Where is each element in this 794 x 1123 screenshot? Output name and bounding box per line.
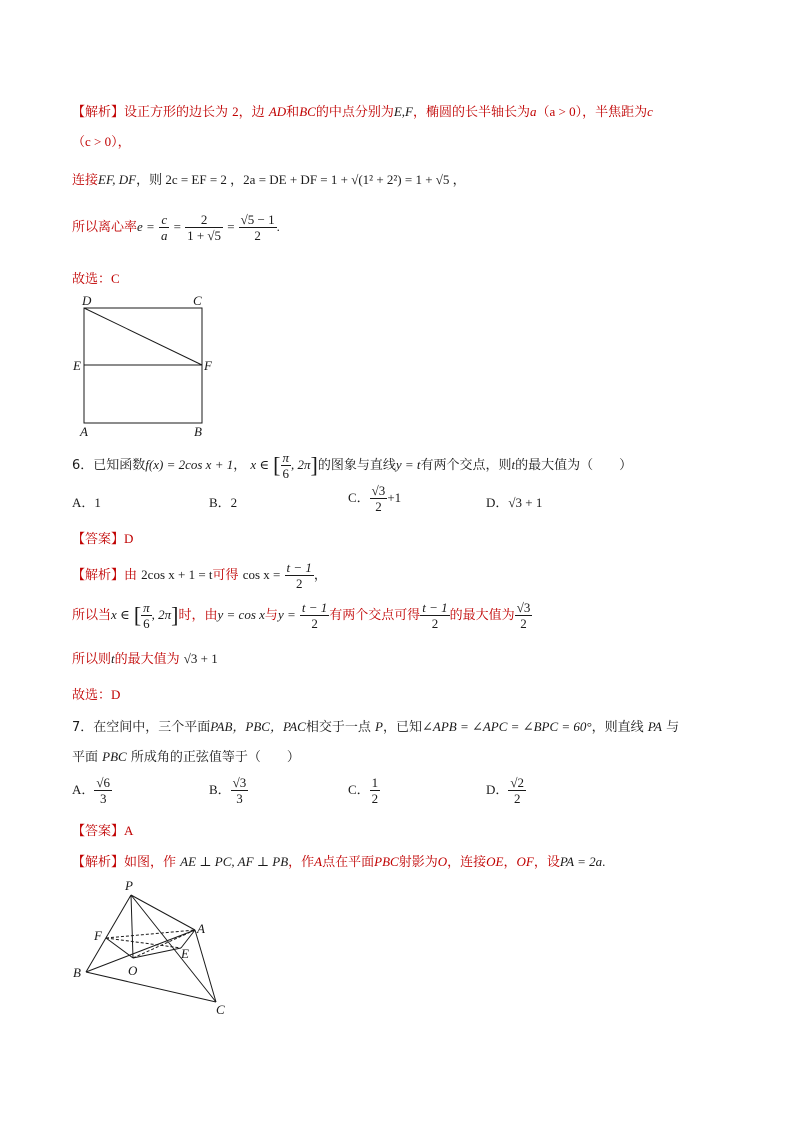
q7-option-d[interactable]: D． $\frac{√2}{2}$ <box>486 775 525 806</box>
fraction: $\frac{t - 1}{2}$ <box>301 600 328 631</box>
label-P: P <box>125 878 133 893</box>
tetrahedron-figure <box>68 878 248 1018</box>
fraction: $\frac{t - 1}{2}$ <box>286 560 312 591</box>
q6-option-d[interactable]: D．√3 + 1 <box>486 495 543 510</box>
label-E: E <box>73 358 81 373</box>
segment-OE <box>133 948 181 958</box>
q7-sol-line1: 【解析】如图，作 AE ⊥ PC, AF ⊥ PB，作A点在平面PBC射影为O，连接OE，OF，设PA = 2a. <box>72 854 606 870</box>
sol5-choice: 故选：C <box>72 271 120 287</box>
label-A: A <box>197 921 205 936</box>
fraction: $\frac{1}{2}$ <box>371 775 379 806</box>
fraction: $\frac{t - 1}{2}$ <box>422 600 448 631</box>
sol5-line1: 【解析】设正方形的边长为 2，边 AD和BC的中点分别为E,F，椭圆的长半轴长为a（a > 0），半焦距为c <box>72 104 653 120</box>
label-D: D <box>82 293 92 308</box>
segment-DF <box>84 308 202 365</box>
q6-option-a[interactable]: A．1 <box>72 495 101 510</box>
edge-AC <box>195 930 216 1002</box>
q6-option-b[interactable]: B．2 <box>209 495 238 510</box>
label-F: F <box>204 358 212 373</box>
square-figure <box>70 292 220 440</box>
fraction: $\frac{c}{a}$ <box>160 212 168 243</box>
label-B: B <box>73 965 81 980</box>
fraction: $\frac{√3}{3}$ <box>232 775 247 806</box>
q7-answer: 【答案】A <box>72 823 134 839</box>
segment-FO <box>106 938 133 958</box>
edge-PC <box>131 895 216 1002</box>
sol5-line1b: （c > 0）， <box>72 134 131 149</box>
label-A: A <box>80 424 88 439</box>
fraction: $\frac{\pi}{6}$ <box>143 600 150 631</box>
q6-sol-line1: 【解析】由 2cos x + 1 = t可得 cos x = $\frac{t - 1}{2}$ ， <box>72 560 327 591</box>
sol5-line3: 所以离心率e = $\frac{c}{a}$ = $\frac{2}{1 + √5}$ = $\frac{√5 - 1}{2}$ . <box>72 212 280 243</box>
q7-stem-line2: 平面 PBC 所成角的正弦值等于（ ） <box>72 749 300 765</box>
fraction: $\frac{2}{1 + √5}$ <box>187 212 222 243</box>
q6-choice: 故选：D <box>72 687 121 703</box>
label-C: C <box>193 293 202 308</box>
q7-option-b[interactable]: B． $\frac{√3}{3}$ <box>209 775 247 806</box>
q7-option-c[interactable]: C． $\frac{1}{2}$ <box>348 775 379 806</box>
q6-sol-line3: 所以则t的最大值为 √3 + 1 <box>72 651 218 667</box>
edge-AB <box>86 930 195 972</box>
edge-PA <box>131 895 195 930</box>
q6-sol-line2: 所以当x ∈ [ $\frac{\pi}{6}$ , 2π]时，由y = cos x与y = $\frac{t - 1}{2}$ 有两个交点可得 $\frac{t - 1}{2}$ 的最大值为 $\frac{√3}{2}$ <box>72 600 531 631</box>
analysis-tag: 【解析】 <box>72 105 125 120</box>
label-F: F <box>94 928 102 943</box>
label-E: E <box>181 946 189 961</box>
segment-PO <box>131 895 133 958</box>
q7-option-a[interactable]: A． $\frac{√6}{3}$ <box>72 775 111 806</box>
q6-option-c[interactable]: C． $\frac{√3}{2}$ +1 <box>348 483 402 514</box>
fraction: $\frac{√6}{3}$ <box>96 775 111 806</box>
fraction: $\frac{√3}{2}$ <box>371 483 386 514</box>
label-O: O <box>128 963 138 978</box>
q6-answer: 【答案】D <box>72 531 134 547</box>
fraction: $\frac{√3}{2}$ <box>516 600 531 631</box>
q7-stem-line1: 7．在空间中，三个平面PAB，PBC，PAC相交于一点 P，已知∠APB = ∠APC = ∠BPC = 60°，则直线 PA 与 <box>72 719 680 735</box>
edge-BC <box>86 972 216 1002</box>
fraction: $\frac{√2}{2}$ <box>510 775 525 806</box>
segment-FA <box>106 930 195 938</box>
edge-PB <box>86 895 131 972</box>
fraction: $\frac{√5 - 1}{2}$ <box>240 212 275 243</box>
label-C: C <box>216 1002 225 1017</box>
fraction: $\frac{\pi}{6}$ <box>282 450 290 481</box>
sol5-line2: 连接EF, DF，则 2c = EF = 2 ，2a = DE + DF = 1 + √(1² + 2²) = 1 + √5 ， <box>72 172 466 188</box>
q6-stem: 6．已知函数f(x) = 2cos x + 1， x ∈ [ $\frac{\pi}{6}$ , 2π]的图象与直线y = t有两个交点，则t的最大值为（ ） <box>72 450 633 481</box>
label-B: B <box>194 424 202 439</box>
